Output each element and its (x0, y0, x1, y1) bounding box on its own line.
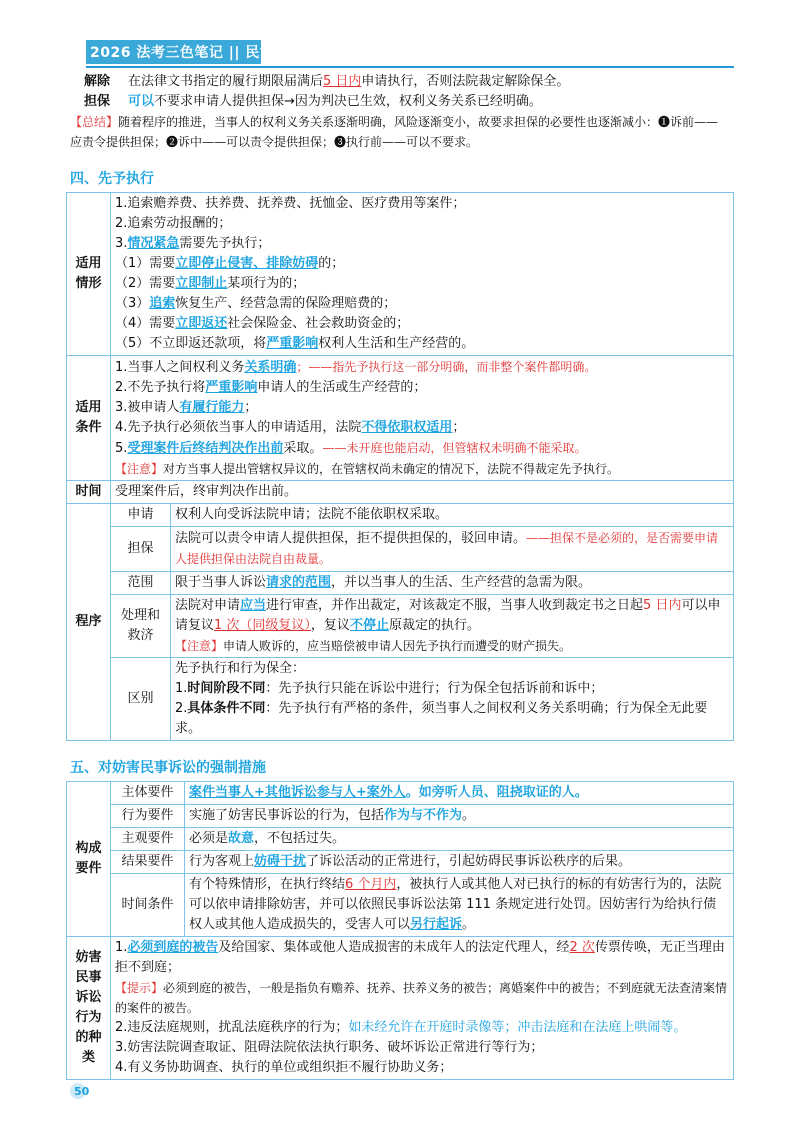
line-q1: 1.追索赡养费、扶养费、抚养费、抚恤金、医疗费用等案件； (115, 196, 466, 211)
fanwei-a: 限于当事人诉讼 (175, 575, 267, 590)
zl-l1d: 2 次 (569, 940, 595, 955)
cell-qubie (171, 658, 734, 741)
zl-tip (115, 978, 729, 1018)
note-jiuji-text: 申请人败诉的，应当赔偿被申请人因先予执行而遭受的财产损失。 (223, 639, 572, 653)
sub-zhuti: 主体要件 (111, 782, 185, 805)
summary-note (66, 112, 734, 152)
jiuji-main (175, 596, 729, 636)
jiuji-e: 可以申请复议 (175, 598, 721, 633)
t5b: 受理案件后终结判决作出前 (127, 441, 284, 456)
cell-fanwei (171, 572, 734, 595)
jieguo-a: 行为客观上 (189, 854, 255, 869)
xingwei-a: 实施了妨害民事诉讼的行为，包括 (189, 808, 385, 823)
table-fanghai (66, 781, 734, 1080)
q3b: 情况紧急 (127, 236, 180, 251)
sub-fanwei: 范围 (111, 572, 171, 595)
q8c: 权利人生活和生产经营的。 (318, 336, 475, 351)
row-danbao (66, 92, 734, 112)
cell-xingwei (185, 805, 734, 828)
jiuji-h: 不停止 (349, 618, 389, 633)
jiuji-i: 原裁定的执行。 (388, 618, 480, 633)
row-zhonglei (67, 937, 734, 1080)
key-danbao: 担保 (83, 94, 110, 109)
fanwei-c: ，并以当事人的生活、生产经营的急需为限。 (331, 575, 592, 590)
line-t2 (115, 378, 729, 398)
cell-zhonglei (111, 937, 734, 1080)
preservation-tail (66, 72, 734, 152)
sj-a: 有个特殊情形，在执行终结 (189, 877, 346, 892)
t1c: ；——指先予执行这一部分明确，而非整个案件都明确。 (296, 360, 597, 374)
row-shenqing (67, 504, 734, 527)
row-shijian-tiaojian (67, 874, 734, 937)
t2c: 申请人的生活或生产经营的； (257, 380, 427, 395)
cell-danbao (171, 527, 734, 572)
line-t1 (115, 357, 729, 378)
t5d: ——未开庭也能启动，但管辖权未明确不能采取。 (322, 441, 587, 455)
text-jiechu-a: 在法律文书指定的履行期限届满后 (128, 74, 324, 89)
t4c: ； (452, 420, 466, 435)
line-q5 (115, 274, 729, 294)
t1b: 关系明确 (244, 360, 297, 375)
q7c: 社会保险金、社会救助资金的； (227, 316, 410, 331)
fanwei-b: 请求的范围 (266, 575, 332, 590)
zl-l2b: 如未经允许在开庭时录像等；冲击法庭和在法庭上哄闹等。 (348, 1020, 687, 1035)
zhuti-a: 案件当事人+其他诉讼参与人+案外人 (189, 785, 406, 800)
note-jiuji (175, 636, 729, 656)
sub-shenqing: 申请 (111, 504, 171, 527)
table-xianyu (66, 192, 734, 741)
row-jieguo (67, 851, 734, 874)
q8a: （5）不立即返还款项，将 (115, 336, 267, 351)
q8b: 严重影响 (266, 336, 319, 351)
t3c: ； (244, 400, 258, 415)
zl-l3: 3.妨害法院调查取证、阻碍法院依法执行职务、破坏诉讼正常进行等行为； (115, 1040, 544, 1055)
jiuji-f: 1 次（同级复议） (214, 618, 311, 633)
zhuti-b: 。如旁听人员、阻挠取证的人。 (405, 785, 588, 800)
note-tiaojian-text: 对方当事人提出管辖权异议的，在管辖权尚未确定的情况下，法院不得裁定先予执行。 (163, 462, 620, 476)
row-fanwei (67, 572, 734, 595)
text-jiechu-c: 申请执行，否则法院裁定解除保全。 (361, 74, 570, 89)
zhuguan-b: 故意 (228, 831, 255, 846)
cell-shiyong-qingxing (111, 193, 734, 356)
page-content (66, 72, 734, 1080)
zhuguan-a: 必须是 (189, 831, 229, 846)
header-banner (86, 40, 275, 64)
cell-shiyong-tiaojian (111, 356, 734, 481)
header-divider (86, 66, 734, 68)
cell-jieguo (185, 851, 734, 874)
key-goucheng: 构成要件 (67, 782, 111, 937)
q3a: 3. (115, 236, 128, 251)
line-q2: 2.追索劳动报酬的； (115, 216, 232, 231)
sub-xingwei: 行为要件 (111, 805, 185, 828)
key-zhonglei: 妨害民事诉讼行为的种类 (67, 937, 111, 1080)
summary-text: 随着程序的推进，当事人的权利义务关系逐渐明确，风险逐渐变小，故要求担保的必要性也逐渐减小：❶诉前——应责令提供担保；❷诉中——可以责令提供担保；❸执行前——可以不要求。 (70, 115, 719, 149)
t2b: 严重影响 (205, 380, 258, 395)
q6c: 恢复生产、经营急需的保险理赔费的； (175, 296, 397, 311)
sj-d: 另行起诉 (410, 917, 463, 932)
key-shiyong-qingxing: 适用情形 (67, 193, 111, 356)
jiuji-c: 进行审查，并作出裁定，对该裁定不服，当事人收到裁定书之日起 (266, 598, 644, 613)
zl-l1 (115, 938, 729, 978)
row-shiyong-tiaojian (67, 356, 734, 481)
qubie-l1: 先予执行和行为保全： (175, 661, 306, 676)
page-number: 50 (74, 1085, 90, 1098)
zl-l1e: 传票传唤，无正当理由拒不到庭； (115, 940, 725, 975)
sub-shijian-tiaojian: 时间条件 (111, 874, 185, 937)
xingwei-b: 作为与不作为 (384, 808, 463, 823)
jieguo-c: 了诉讼活动的正常进行，引起妨碍民事诉讼秩序的后果。 (306, 854, 632, 869)
jiuji-b: 应当 (240, 598, 267, 613)
cell-zhuguan (185, 828, 734, 851)
line-q3 (115, 234, 729, 254)
qubie-l2 (175, 679, 729, 699)
row-shiyong-qingxing (67, 193, 734, 356)
cell-shenqing: 权利人向受诉法院申请；法院不能依职权采取。 (171, 504, 734, 527)
cell-jiuji (171, 595, 734, 658)
cell-shijian-tiaojian (185, 874, 734, 937)
row-danbao (67, 527, 734, 572)
text-jiechu (128, 72, 569, 92)
sub-jiuji: 处理和救济 (111, 595, 171, 658)
qubie-l2c: ：先予执行只能在诉讼中进行；行为保全包括诉前和诉中； (265, 681, 604, 696)
zl-l1b: 必须到庭的被告 (127, 940, 219, 955)
row-zhuti (67, 782, 734, 805)
q5a: （2）需要 (115, 276, 176, 291)
jiuji-d: 5 日内 (643, 598, 682, 613)
sj-e: 。 (462, 917, 476, 932)
q5c: 某项行为的； (227, 276, 306, 291)
key-shijian: 时间 (67, 481, 111, 504)
jieguo-b: 妨碍干扰 (254, 854, 307, 869)
sub-jieguo: 结果要件 (111, 851, 185, 874)
cell-shijian: 受理案件后，终审判决作出前。 (111, 481, 734, 504)
jiuji-a: 法院对申请 (175, 598, 241, 613)
q5b: 立即制止 (175, 276, 228, 291)
t5c: 采取。 (283, 441, 323, 456)
q6b: 追索 (149, 296, 176, 311)
q6a: （3） (115, 296, 150, 311)
text-danbao-b: 不要求申请人提供担保→因为判决已生效，权利义务关系已经明确。 (154, 94, 542, 109)
q4c: 的； (318, 256, 345, 271)
text-jiechu-b: 5 日内 (323, 74, 362, 89)
note-jiuji-tag: 【注意】 (175, 639, 224, 653)
zl-l1c: 及给国家、集体或他人造成损害的未成年人的法定代理人，经 (218, 940, 570, 955)
section-title-4: 四、先予执行 (70, 171, 154, 187)
t5a: 5. (115, 441, 128, 456)
note-tiaojian-tag: 【注意】 (115, 462, 164, 476)
qubie-l3a: 2. (175, 701, 188, 716)
key-shiyong-tiaojian: 适用条件 (67, 356, 111, 481)
qubie-l2b: 时间阶段不同 (187, 681, 266, 696)
zl-tip-text: 必须到庭的被告，一般是指负有赡养、抚养、扶养义务的被告；离婚案件中的被告；不到庭就无法查清案情的案件的被告。 (115, 981, 728, 1015)
line-q4 (115, 254, 729, 274)
row-xingwei (67, 805, 734, 828)
q4b: 立即停止侵害、排除妨碍 (175, 256, 319, 271)
t3b: 有履行能力 (179, 400, 245, 415)
sub-zhuguan: 主观要件 (111, 828, 185, 851)
key-chengxu: 程序 (67, 504, 111, 741)
key-jiechu: 解除 (83, 74, 110, 89)
t4b: 不得依职权适用 (361, 420, 453, 435)
text-danbao (128, 92, 542, 112)
line-t5 (115, 438, 729, 459)
zl-l1a: 1. (115, 940, 128, 955)
row-jiuji (67, 595, 734, 658)
row-shijian (67, 481, 734, 504)
qubie-l3b: 具体条件不同 (187, 701, 266, 716)
danbao-n: ——担保不是必须的，是否需要申请人提供担保由法院自由裁量。 (175, 531, 719, 566)
row-qubie (67, 658, 734, 741)
q7b: 立即返还 (175, 316, 228, 331)
zhuguan-c: ，不包括过失。 (254, 831, 346, 846)
qubie-l3 (175, 699, 729, 739)
zl-l2a: 2.违反法庭规则，扰乱法庭秩序的行为； (115, 1020, 349, 1035)
zl-l4: 4.有义务协助调查、执行的单位或组织拒不履行协助义务； (115, 1060, 453, 1075)
t3a: 3.被申请人 (115, 400, 180, 415)
row-jiechu (66, 72, 734, 92)
q4a: （1）需要 (115, 256, 176, 271)
line-t3 (115, 398, 729, 418)
sub-danbao: 担保 (111, 527, 171, 572)
header-title: 2026 法考三色笔记 || 民诉 (90, 45, 275, 61)
line-q8 (115, 334, 729, 354)
row-zhuguan (67, 828, 734, 851)
sj-c: ，被执行人或其他人对已执行的标的有妨害行为的，法院可以依申请排除妨害，并可以依照民事诉讼法第 111 条规定进行处罚。因妨害行为给执行债权人或其他人造成损失的，受害人可以 (189, 877, 722, 932)
t1a: 1.当事人之间权利义务 (115, 360, 245, 375)
qubie-l2a: 1. (175, 681, 188, 696)
sj-b: 6 个月内 (345, 877, 397, 892)
qubie-l3c: ：先予执行有严格的条件，须当事人之间权利义务关系明确；行为保全无此要求。 (175, 701, 708, 736)
t4a: 4.先予执行必须依当事人的申请适用，法院 (115, 420, 362, 435)
section-title-5: 五、对妨害民事诉讼的强制措施 (70, 760, 266, 776)
danbao-v: 法院可以责令申请人提供担保，拒不提供担保的，驳回申请。 (175, 531, 527, 546)
summary-tag: 【总结】 (70, 115, 119, 129)
text-danbao-a: 可以 (128, 94, 155, 109)
jiuji-g: ，复议 (310, 618, 350, 633)
zl-tip-tag: 【提示】 (115, 981, 164, 995)
cell-zhuti (185, 782, 734, 805)
xingwei-c: 。 (462, 808, 476, 823)
line-q7 (115, 314, 729, 334)
zl-l2 (115, 1018, 729, 1038)
q7a: （4）需要 (115, 316, 176, 331)
q3c: 需要先予执行； (179, 236, 271, 251)
t2a: 2.不先予执行将 (115, 380, 206, 395)
line-q6 (115, 294, 729, 314)
sub-qubie: 区别 (111, 658, 171, 741)
note-tiaojian (115, 459, 729, 479)
line-t4 (115, 418, 729, 438)
